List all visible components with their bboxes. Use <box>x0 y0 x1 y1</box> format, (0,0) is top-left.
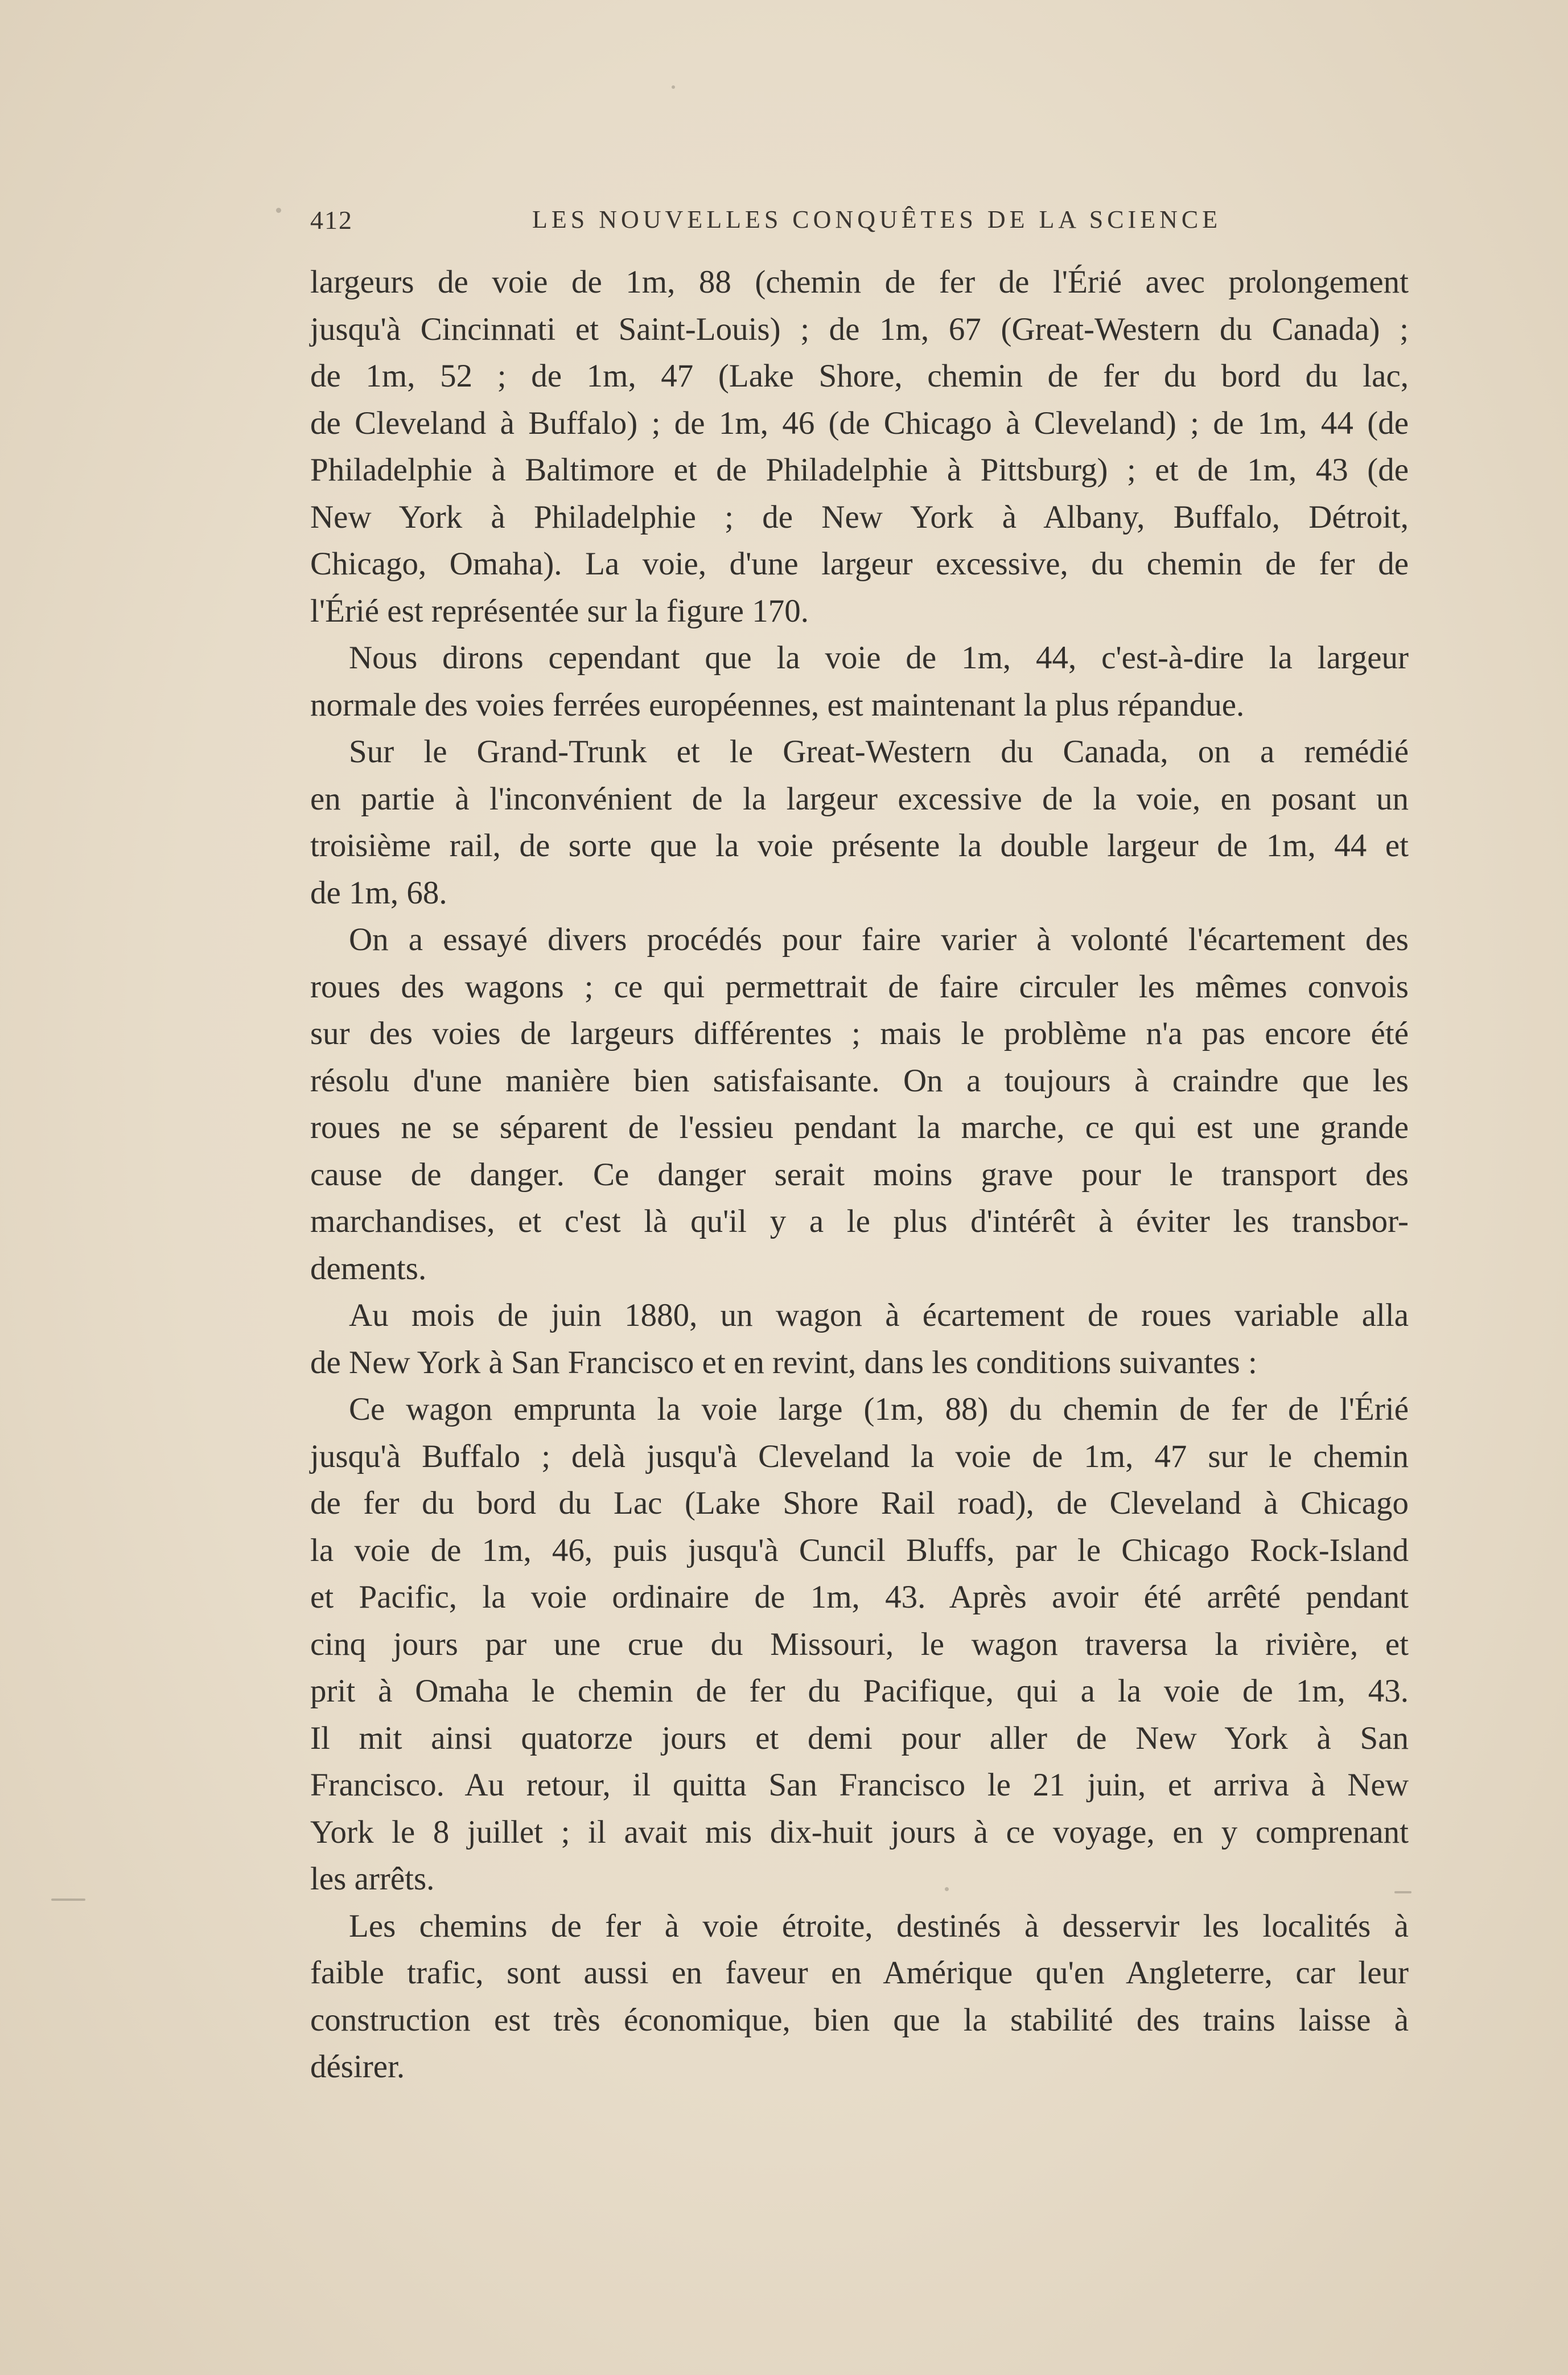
text-line: la voie de 1m, 46, puis jusqu'à Cuncil Bluffs, par le Chicago Rock-Island <box>310 1532 1409 1568</box>
text-line: New York à Philadelphie ; de New York à Albany, Buffalo, Détroit, <box>310 499 1409 535</box>
text-line: et Pacific, la voie ordinaire de 1m, 43. Après avoir été arrêté pendant <box>310 1579 1409 1615</box>
text-line: construction est très économique, bien que la stabilité des trains laisse à <box>310 2002 1409 2038</box>
page-number: 412 <box>310 206 353 235</box>
text-line: troisième rail, de sorte que la voie présente la double largeur de 1m, 44 et <box>310 828 1409 864</box>
text-line: Francisco. Au retour, il quitta San Francisco le 21 juin, et arriva à New <box>310 1767 1409 1803</box>
text-line: Nous dirons cependant que la voie de 1m, 44, c'est-à-dire la largeur <box>349 640 1409 676</box>
paper-speck <box>276 208 281 213</box>
paragraph-2 <box>310 635 1409 729</box>
text-line: Au mois de juin 1880, un wagon à écartement de roues variable alla <box>349 1297 1409 1333</box>
text-line: Sur le Grand-Trunk et le Great-Western du Canada, on a remédié <box>349 734 1409 770</box>
text-line: cinq jours par une crue du Missouri, le wagon traversa la rivière, et <box>310 1626 1409 1662</box>
text-line: de New York à San Francisco et en revint, dans les conditions suivantes : <box>310 1344 1257 1380</box>
paper-speck <box>945 1887 949 1891</box>
paragraph-4 <box>310 917 1409 1292</box>
text-line: roues des wagons ; ce qui permettrait de faire circuler les mêmes convois <box>310 968 1409 1005</box>
text-line: prit à Omaha le chemin de fer du Pacifique, qui a la voie de 1m, 43. <box>310 1673 1409 1709</box>
text-line: sur des voies de largeurs différentes ; mais le problème n'a pas encore été <box>310 1016 1409 1051</box>
text-line: Il mit ainsi quatorze jours et demi pour aller de New York à San <box>310 1720 1409 1756</box>
text-line: dements. <box>310 1250 427 1287</box>
text-line: normale des voies ferrées européennes, est maintenant la plus répandue. <box>310 687 1245 723</box>
text-line: Philadelphie à Baltimore et de Philadelphie à Pittsburg) ; et de 1m, 43 (de <box>310 452 1409 488</box>
paragraph-6 <box>310 1386 1409 1903</box>
text-line: jusqu'à Buffalo ; delà jusqu'à Cleveland la voie de 1m, 47 sur le chemin <box>310 1438 1409 1474</box>
text-line: de 1m, 68. <box>310 874 447 911</box>
text-line: York le 8 juillet ; il avait mis dix-huit jours à ce voyage, en y comprenant <box>310 1814 1409 1850</box>
text-line: largeurs de voie de 1m, 88 (chemin de fer de l'Érié avec prolongement <box>310 264 1409 300</box>
text-line: de fer du bord du Lac (Lake Shore Rail road), de Cleveland à Chicago <box>310 1485 1409 1521</box>
paper-speck <box>1394 1891 1411 1893</box>
text-line: Ce wagon emprunta la voie large (1m, 88) du chemin de fer de l'Érié <box>349 1391 1409 1427</box>
paper-speck <box>51 1899 85 1901</box>
text-line: Les chemins de fer à voie étroite, destinés à desservir les localités à <box>349 1908 1409 1944</box>
text-line: résolu d'une manière bien satisfaisante. On a toujours à craindre que les <box>310 1062 1409 1099</box>
text-line: faible trafic, sont aussi en faveur en Amérique qu'en Angleterre, car leur <box>310 1955 1409 1991</box>
paper-speck <box>672 85 675 89</box>
body-text <box>310 259 1409 2091</box>
text-line: de Cleveland à Buffalo) ; de 1m, 46 (de Chicago à Cleveland) ; de 1m, 44 (de <box>310 405 1409 441</box>
text-line: marchandises, et c'est là qu'il y a le plus d'intérêt à éviter les transbor- <box>310 1203 1409 1239</box>
page-header <box>310 205 1403 245</box>
running-title: LES NOUVELLES CONQUÊTES DE LA SCIENCE <box>532 206 1222 233</box>
paragraph-3 <box>310 729 1409 917</box>
text-line: désirer. <box>310 2049 405 2085</box>
text-line: cause de danger. Ce danger serait moins grave pour le transport des <box>310 1156 1409 1193</box>
text-line: l'Érié est représentée sur la figure 170. <box>310 593 809 629</box>
paragraph-5 <box>310 1292 1409 1386</box>
text-line: On a essayé divers procédés pour faire varier à volonté l'écartement des <box>349 922 1409 958</box>
paragraph-7 <box>310 1903 1409 2091</box>
text-line: les arrêts. <box>310 1861 435 1897</box>
text-line: de 1m, 52 ; de 1m, 47 (Lake Shore, chemin de fer du bord du lac, <box>310 358 1409 394</box>
text-line: roues ne se séparent de l'essieu pendant la marche, ce qui est une grande <box>310 1110 1409 1145</box>
paragraph-1 <box>310 259 1409 635</box>
text-line: en partie à l'inconvénient de la largeur excessive de la voie, en posant un <box>310 780 1409 817</box>
text-line: jusqu'à Cincinnati et Saint-Louis) ; de 1m, 67 (Great-Western du Canada) ; <box>310 311 1409 347</box>
text-line: Chicago, Omaha). La voie, d'une largeur excessive, du chemin de fer de <box>310 546 1409 582</box>
